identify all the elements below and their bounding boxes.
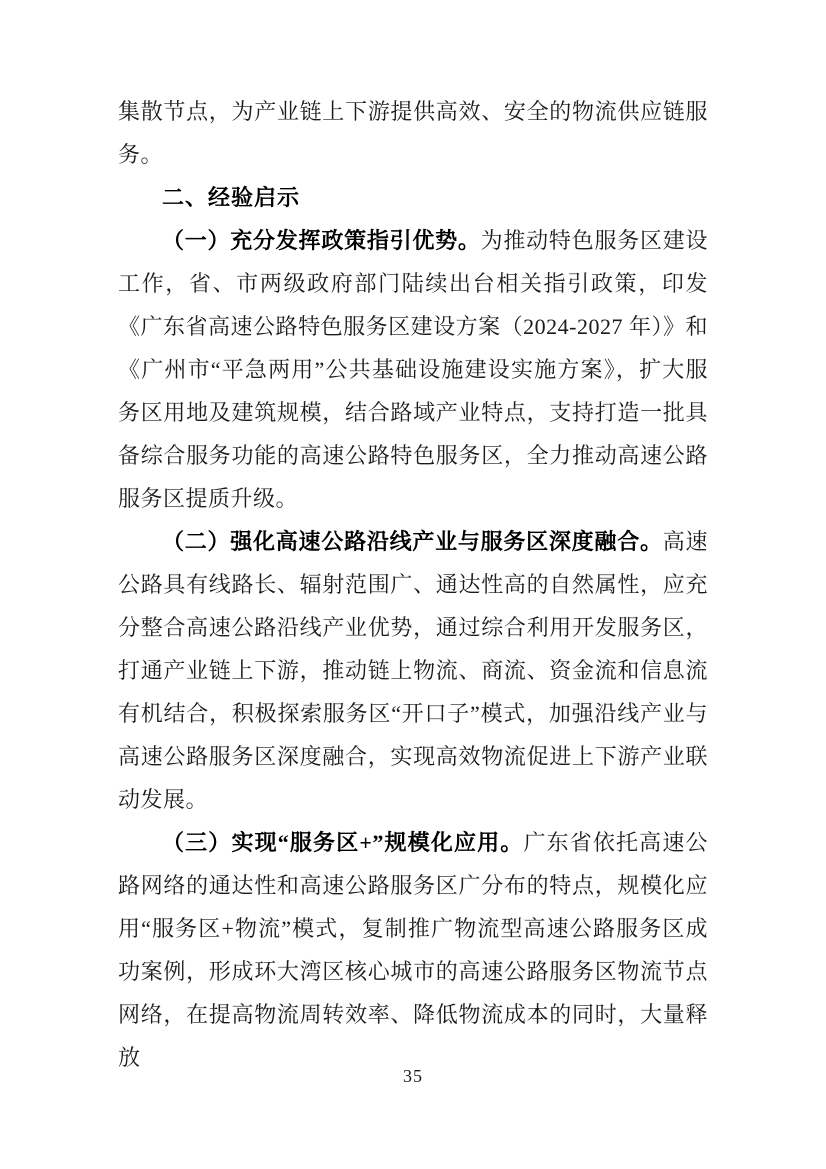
paragraph-policy-guidance <box>118 219 708 520</box>
paragraph-industry-integration <box>118 520 708 821</box>
paragraph-industry-integration-text: 高速公路具有线路长、辐射范围广、通达性高的自然属性，应充分整合高速公路沿线产业优势，通过综合利用开发服务区，打通产业链上下游，推动链上物流、商流、资金流和信息流有机结合，积极探索服务区“开口子”模式，加强沿线产业与高速公路服务区深度融合，实现高效物流促进上下游产业联动发展。 <box>118 529 708 812</box>
paragraph-industry-integration-lead: （二）强化高速公路沿线产业与服务区深度融合。 <box>162 529 663 554</box>
paragraph-service-area-plus-text: 广东省依托高速公路网络的通达性和高速公路服务区广分布的特点，规模化应用“服务区+物流”模式，复制推广物流型高速公路服务区成功案例，形成环大湾区核心城市的高速公路服务区物流节点网络，在提高物流周转效率、降低物流成本的同时，大量释放 <box>118 830 708 1070</box>
page-body <box>118 90 708 1079</box>
paragraph-service-area-plus <box>118 821 708 1079</box>
page-footer <box>0 1066 826 1087</box>
paragraph-continuation: 集散节点，为产业链上下游提供高效、安全的物流供应链服务。 <box>118 99 708 167</box>
section-heading: 二、经验启示 <box>162 185 301 210</box>
paragraph-policy-guidance-lead: （一）充分发挥政策指引优势。 <box>162 228 481 253</box>
paragraph-service-area-plus-lead: （三）实现“服务区+”规模化应用。 <box>162 830 524 855</box>
paragraph-policy-guidance-text: 为推动特色服务区建设工作，省、市两级政府部门陆续出台相关指引政策，印发《广东省高速公路特色服务区建设方案（2024-2027 年）》和《广州市“平急两用”公共基础设施建设实施方案》，扩大服务区用地及建筑规模，结合路域产业特点，支持打造一批具备综合服务功能的高速公路特色服务区，全力推动高速公路服务区提质升级。 <box>118 228 708 511</box>
page-number: 35 <box>403 1066 423 1086</box>
